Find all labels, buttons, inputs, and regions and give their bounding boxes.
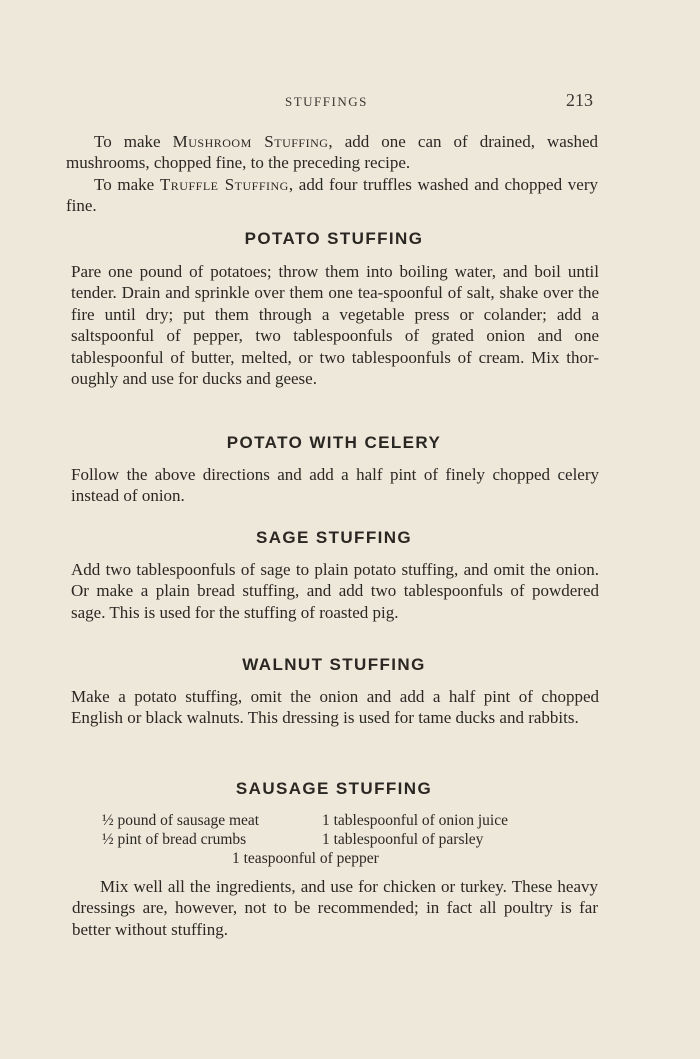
sage-stuffing-heading: SAGE STUFFING xyxy=(255,528,413,547)
truffle-stuffing-paragraph: To make Truffle Stuffing, add four truffles washed and chopped very fine. xyxy=(66,175,598,216)
ingredient-item: ½ pound of sausage meat xyxy=(102,812,260,829)
running-head xyxy=(0,90,700,112)
ingredient-item: 1 teaspoonful of pepper xyxy=(232,850,379,867)
potato-stuffing-body: Pare one pound of potatoes; throw them into boiling water, and boil until tender. Drain and sprinkle over them one tea-spoonful of salt, shake over the fire until dry; put them through a vegetable press or colander; add a saltspoonful of pepper, two tablespoonfuls of grated onion and one tablespoonful of butter, melted, or two tablespoonfuls of cream. Mix thor-oughly and use for ducks and geese. xyxy=(71,262,599,389)
walnut-stuffing-heading: WALNUT STUFFING xyxy=(242,655,426,674)
ingredient-item: 1 tablespoonful of parsley xyxy=(322,831,484,848)
sage-stuffing-body: Add two tablespoonfuls of sage to plain potato stuffing, and omit the onion. Or make a plain bread stuffing, and add two tablespoonfuls of powdered sage. This is used for the stuffing of roasted pig. xyxy=(71,560,599,622)
mushroom-stuffing-term: Mushroom Stuffing xyxy=(172,132,329,151)
potato-celery-body: Follow the above directions and add a half pint of finely chopped celery instead of onion. xyxy=(71,465,599,506)
running-title: STUFFINGS xyxy=(285,94,368,109)
page-number: 213 xyxy=(566,90,593,110)
sausage-stuffing-heading: SAUSAGE STUFFING xyxy=(235,779,433,798)
ingredient-item: ½ pint of bread crumbs xyxy=(102,831,247,848)
mushroom-stuffing-paragraph: To make Mushroom Stuffing, add one can of drained, washed mushrooms, chopped fine, to the preceding recipe. xyxy=(66,132,598,173)
potato-celery-heading: POTATO WITH CELERY xyxy=(226,433,442,452)
walnut-stuffing-body: Make a potato stuffing, omit the onion and add a half pint of chopped English or black walnuts. This dressing is used for tame ducks and rabbits. xyxy=(71,687,599,728)
truffle-stuffing-term: Truffle Stuffing xyxy=(159,175,289,194)
ingredient-item: 1 tablespoonful of onion juice xyxy=(322,812,508,829)
potato-stuffing-heading: POTATO STUFFING xyxy=(244,229,424,248)
sausage-stuffing-body: Mix well all the ingredients, and use for chicken or turkey. These heavy dressings are, however, not to be recommended; in fact all poultry is far better without stuffing. xyxy=(72,877,598,939)
